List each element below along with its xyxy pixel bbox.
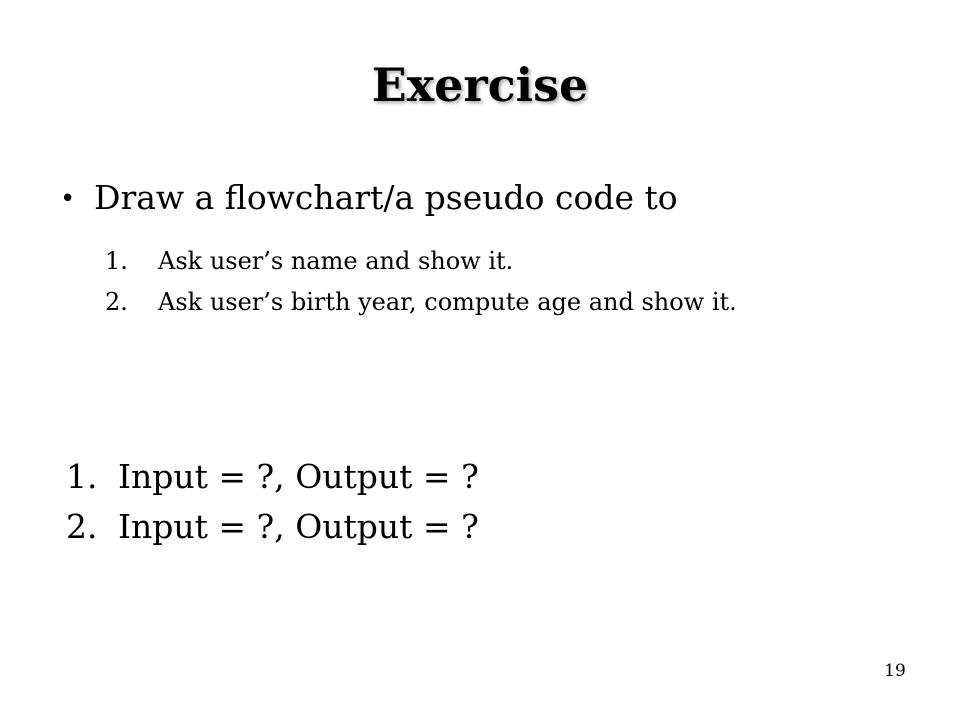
sublist-item-text: Ask user’s name and show it. [158, 247, 514, 275]
io-item-text: Input = ?, Output = ? [118, 457, 479, 496]
io-item [66, 456, 766, 498]
sublist-item [105, 285, 885, 320]
sublist-item [105, 244, 885, 279]
io-item-number: 2. [66, 507, 98, 547]
io-item-text: Input = ?, Output = ? [118, 507, 479, 547]
sublist-item-number: 1. [105, 247, 128, 275]
page-number: 19 [884, 661, 906, 681]
numbered-sublist [105, 244, 885, 326]
bullet-item [60, 178, 920, 218]
sublist-item-text: Ask user’s birth year, compute age and show it. [158, 287, 737, 316]
slide-title: Exercise [371, 58, 589, 112]
sublist-item-number: 2. [105, 287, 128, 316]
io-item [66, 506, 766, 548]
io-item-number: 1. [66, 457, 98, 496]
bullet-text: Draw a flowchart/a pseudo code to [94, 178, 678, 217]
bullet-dot-icon: • [60, 184, 76, 214]
input-output-list [66, 456, 766, 556]
